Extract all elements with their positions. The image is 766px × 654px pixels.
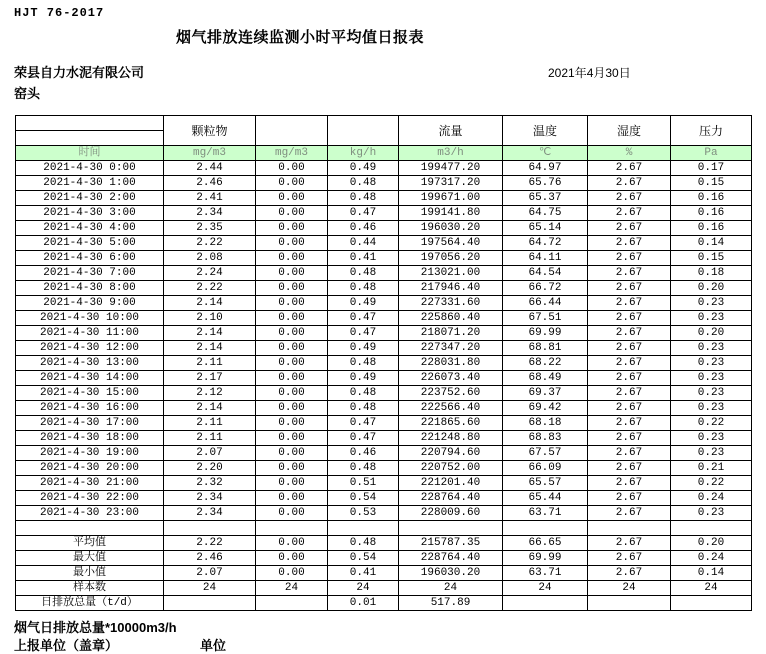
value-cell (503, 521, 588, 536)
table-row (16, 176, 752, 191)
value-cell: 66.65 (503, 536, 588, 551)
summary-row (16, 536, 752, 551)
value-cell: 64.54 (503, 266, 588, 281)
value-cell: 68.81 (503, 341, 588, 356)
value-cell: 0.00 (256, 476, 328, 491)
value-cell: 0.23 (671, 311, 752, 326)
summary-row (16, 551, 752, 566)
summary-row (16, 596, 752, 611)
table-row (16, 266, 752, 281)
value-cell: 0.16 (671, 221, 752, 236)
value-cell: 65.37 (503, 191, 588, 206)
value-cell: 0.48 (328, 281, 399, 296)
value-cell: 0.23 (671, 356, 752, 371)
table-row (16, 236, 752, 251)
time-cell: 2021-4-30 9:00 (16, 296, 164, 311)
time-cell: 2021-4-30 19:00 (16, 446, 164, 461)
value-cell (588, 596, 671, 611)
time-cell: 2021-4-30 20:00 (16, 461, 164, 476)
value-cell: 2.34 (164, 491, 256, 506)
table-row (16, 371, 752, 386)
value-cell: 0.41 (328, 251, 399, 266)
time-cell: 2021-4-30 1:00 (16, 176, 164, 191)
summary-label: 最大值 (16, 551, 164, 566)
value-cell: 64.97 (503, 161, 588, 176)
value-cell: 0.48 (328, 536, 399, 551)
value-cell (671, 521, 752, 536)
table-row (16, 296, 752, 311)
value-cell: 2.67 (588, 431, 671, 446)
value-cell: 197056.20 (399, 251, 503, 266)
unit-cell: Pa (671, 146, 752, 161)
value-cell: 67.51 (503, 311, 588, 326)
value-cell: 0.15 (671, 176, 752, 191)
value-cell: 0.24 (671, 551, 752, 566)
value-cell: 0.47 (328, 326, 399, 341)
table-row (16, 206, 752, 221)
value-cell: 0.47 (328, 311, 399, 326)
value-cell: 2.67 (588, 446, 671, 461)
value-cell: 0.00 (256, 281, 328, 296)
flow-total-note: 烟气日排放总量*10000m3/h (14, 620, 177, 635)
value-cell: 66.44 (503, 296, 588, 311)
value-cell: 0.22 (671, 476, 752, 491)
unit-cell: mg/m3 (164, 146, 256, 161)
value-cell: 221201.40 (399, 476, 503, 491)
value-cell: 0.51 (328, 476, 399, 491)
value-cell: 2.67 (588, 476, 671, 491)
corner-cell-bottom (16, 131, 164, 146)
time-cell: 2021-4-30 3:00 (16, 206, 164, 221)
value-cell: 2.67 (588, 206, 671, 221)
time-cell: 2021-4-30 12:00 (16, 341, 164, 356)
value-cell: 221865.60 (399, 416, 503, 431)
unit-cell: m3/h (399, 146, 503, 161)
value-cell: 0.00 (256, 311, 328, 326)
value-cell: 2.14 (164, 326, 256, 341)
value-cell: 24 (328, 581, 399, 596)
value-cell: 213021.00 (399, 266, 503, 281)
table-row (16, 251, 752, 266)
value-cell: 0.20 (671, 326, 752, 341)
value-cell: 2.07 (164, 566, 256, 581)
value-cell: 0.00 (256, 236, 328, 251)
value-cell (503, 596, 588, 611)
table-row (16, 161, 752, 176)
value-cell: 0.48 (328, 176, 399, 191)
value-cell: 0.23 (671, 431, 752, 446)
value-cell: 227347.20 (399, 341, 503, 356)
value-cell: 0.14 (671, 236, 752, 251)
value-cell: 2.08 (164, 251, 256, 266)
value-cell: 215787.35 (399, 536, 503, 551)
value-cell: 2.35 (164, 221, 256, 236)
table-row (16, 506, 752, 521)
table-row (16, 326, 752, 341)
value-cell: 0.00 (256, 356, 328, 371)
value-cell: 68.18 (503, 416, 588, 431)
value-cell: 199477.20 (399, 161, 503, 176)
header-col3 (256, 116, 328, 146)
value-cell: 2.67 (588, 461, 671, 476)
value-cell: 2.11 (164, 431, 256, 446)
value-cell: 0.23 (671, 386, 752, 401)
time-cell: 2021-4-30 7:00 (16, 266, 164, 281)
value-cell: 63.71 (503, 566, 588, 581)
value-cell: 0.23 (671, 446, 752, 461)
value-cell: 2.67 (588, 161, 671, 176)
value-cell: 218071.20 (399, 326, 503, 341)
value-cell: 228009.60 (399, 506, 503, 521)
table-row (16, 401, 752, 416)
time-cell: 2021-4-30 6:00 (16, 251, 164, 266)
value-cell: 24 (256, 581, 328, 596)
header-humidity: 湿度 (588, 116, 671, 146)
spacer-row (16, 521, 752, 536)
value-cell: 2.20 (164, 461, 256, 476)
value-cell: 225860.40 (399, 311, 503, 326)
value-cell (399, 521, 503, 536)
time-cell: 2021-4-30 0:00 (16, 161, 164, 176)
value-cell: 228764.40 (399, 551, 503, 566)
value-cell: 196030.20 (399, 221, 503, 236)
value-cell: 0.49 (328, 296, 399, 311)
value-cell: 226073.40 (399, 371, 503, 386)
page-title: 烟气排放连续监测小时平均值日报表 (176, 29, 425, 46)
value-cell: 2.67 (588, 491, 671, 506)
value-cell: 0.00 (256, 536, 328, 551)
value-cell: 2.67 (588, 506, 671, 521)
time-cell: 2021-4-30 21:00 (16, 476, 164, 491)
monitoring-point: 窑头 (14, 86, 41, 101)
value-cell (671, 596, 752, 611)
value-cell (164, 521, 256, 536)
time-cell: 2021-4-30 11:00 (16, 326, 164, 341)
value-cell: 0.48 (328, 266, 399, 281)
value-cell: 24 (671, 581, 752, 596)
value-cell: 69.99 (503, 551, 588, 566)
unit-header-row (16, 146, 752, 161)
value-cell: 0.00 (256, 431, 328, 446)
value-cell: 0.00 (256, 206, 328, 221)
value-cell: 2.22 (164, 236, 256, 251)
value-cell: 0.46 (328, 446, 399, 461)
table-row (16, 356, 752, 371)
company-name: 荣县自力水泥有限公司 (14, 65, 145, 80)
header-flow: 流量 (399, 116, 503, 146)
value-cell: 0.47 (328, 416, 399, 431)
value-cell: 68.22 (503, 356, 588, 371)
value-cell: 0.22 (671, 416, 752, 431)
value-cell: 220752.00 (399, 461, 503, 476)
value-cell: 66.09 (503, 461, 588, 476)
value-cell: 0.00 (256, 491, 328, 506)
time-cell: 2021-4-30 18:00 (16, 431, 164, 446)
header-col4 (328, 116, 399, 146)
value-cell: 2.24 (164, 266, 256, 281)
unit-cell: ℃ (503, 146, 588, 161)
value-cell: 217946.40 (399, 281, 503, 296)
value-cell: 65.57 (503, 476, 588, 491)
value-cell: 0.23 (671, 371, 752, 386)
time-cell: 2021-4-30 14:00 (16, 371, 164, 386)
table-row (16, 341, 752, 356)
value-cell: 228764.40 (399, 491, 503, 506)
value-cell: 199671.00 (399, 191, 503, 206)
value-cell: 0.21 (671, 461, 752, 476)
value-cell: 2.67 (588, 191, 671, 206)
value-cell: 68.49 (503, 371, 588, 386)
value-cell: 0.00 (256, 326, 328, 341)
value-cell: 2.14 (164, 401, 256, 416)
value-cell: 2.41 (164, 191, 256, 206)
value-cell: 68.83 (503, 431, 588, 446)
time-cell: 2021-4-30 13:00 (16, 356, 164, 371)
value-cell: 0.00 (256, 266, 328, 281)
value-cell: 0.16 (671, 206, 752, 221)
time-cell: 2021-4-30 10:00 (16, 311, 164, 326)
value-cell: 69.37 (503, 386, 588, 401)
value-cell: 0.01 (328, 596, 399, 611)
time-cell: 2021-4-30 8:00 (16, 281, 164, 296)
value-cell: 222566.40 (399, 401, 503, 416)
report-unit-label: 上报单位（盖章） (14, 638, 119, 653)
value-cell: 2.67 (588, 266, 671, 281)
value-cell: 0.41 (328, 566, 399, 581)
value-cell: 65.76 (503, 176, 588, 191)
time-cell: 2021-4-30 17:00 (16, 416, 164, 431)
table-row (16, 281, 752, 296)
table-row (16, 491, 752, 506)
header-particulate: 颗粒物 (164, 116, 256, 146)
value-cell: 0.49 (328, 161, 399, 176)
value-cell: 0.00 (256, 161, 328, 176)
value-cell: 2.32 (164, 476, 256, 491)
value-cell: 0.00 (256, 251, 328, 266)
value-cell: 0.00 (256, 371, 328, 386)
value-cell: 0.00 (256, 386, 328, 401)
group-header-row (16, 116, 752, 131)
summary-label: 最小值 (16, 566, 164, 581)
value-cell: 2.67 (588, 311, 671, 326)
value-cell: 0.20 (671, 536, 752, 551)
value-cell: 2.46 (164, 551, 256, 566)
value-cell: 0.23 (671, 506, 752, 521)
value-cell: 2.12 (164, 386, 256, 401)
value-cell: 223752.60 (399, 386, 503, 401)
value-cell: 0.48 (328, 191, 399, 206)
value-cell: 0.47 (328, 206, 399, 221)
summary-label: 样本数 (16, 581, 164, 596)
summary-label: 日排放总量（t/d） (16, 596, 164, 611)
table-row (16, 311, 752, 326)
value-cell: 2.67 (588, 566, 671, 581)
table-row (16, 221, 752, 236)
value-cell: 2.11 (164, 356, 256, 371)
value-cell: 0.18 (671, 266, 752, 281)
value-cell: 228031.80 (399, 356, 503, 371)
value-cell: 0.14 (671, 566, 752, 581)
value-cell: 0.00 (256, 296, 328, 311)
corner-cell-top (16, 116, 164, 131)
value-cell: 2.34 (164, 206, 256, 221)
value-cell: 199141.80 (399, 206, 503, 221)
value-cell: 0.48 (328, 356, 399, 371)
value-cell: 65.44 (503, 491, 588, 506)
value-cell: 221248.80 (399, 431, 503, 446)
report-table (15, 115, 752, 611)
value-cell (256, 596, 328, 611)
summary-row (16, 566, 752, 581)
value-cell (256, 521, 328, 536)
value-cell: 2.14 (164, 296, 256, 311)
value-cell: 0.47 (328, 431, 399, 446)
header-pressure: 压力 (671, 116, 752, 146)
value-cell: 2.44 (164, 161, 256, 176)
value-cell (164, 596, 256, 611)
value-cell: 63.71 (503, 506, 588, 521)
value-cell: 0.24 (671, 491, 752, 506)
value-cell: 69.99 (503, 326, 588, 341)
header-temperature: 温度 (503, 116, 588, 146)
value-cell: 2.34 (164, 506, 256, 521)
value-cell: 0.15 (671, 251, 752, 266)
time-cell: 2021-4-30 15:00 (16, 386, 164, 401)
table-row (16, 386, 752, 401)
value-cell: 0.48 (328, 386, 399, 401)
value-cell: 2.67 (588, 536, 671, 551)
value-cell: 0.17 (671, 161, 752, 176)
value-cell: 0.00 (256, 221, 328, 236)
value-cell: 0.48 (328, 401, 399, 416)
value-cell: 0.20 (671, 281, 752, 296)
value-cell: 2.67 (588, 236, 671, 251)
value-cell: 2.67 (588, 551, 671, 566)
value-cell (588, 521, 671, 536)
value-cell: 0.00 (256, 191, 328, 206)
value-cell: 0.48 (328, 461, 399, 476)
value-cell: 67.57 (503, 446, 588, 461)
summary-row (16, 581, 752, 596)
value-cell: 0.54 (328, 491, 399, 506)
value-cell: 227331.60 (399, 296, 503, 311)
value-cell: 2.11 (164, 416, 256, 431)
value-cell (328, 521, 399, 536)
value-cell: 24 (399, 581, 503, 596)
value-cell: 196030.20 (399, 566, 503, 581)
value-cell: 2.67 (588, 341, 671, 356)
time-cell: 2021-4-30 22:00 (16, 491, 164, 506)
table-body (16, 161, 752, 611)
value-cell: 0.53 (328, 506, 399, 521)
value-cell: 0.00 (256, 461, 328, 476)
value-cell: 0.44 (328, 236, 399, 251)
table-row (16, 416, 752, 431)
value-cell: 2.67 (588, 296, 671, 311)
value-cell: 0.23 (671, 296, 752, 311)
unit-cell: mg/m3 (256, 146, 328, 161)
value-cell: 2.67 (588, 221, 671, 236)
table-row (16, 191, 752, 206)
value-cell: 0.49 (328, 341, 399, 356)
value-cell: 0.00 (256, 401, 328, 416)
time-cell: 2021-4-30 2:00 (16, 191, 164, 206)
value-cell: 2.67 (588, 176, 671, 191)
value-cell: 2.67 (588, 251, 671, 266)
value-cell: 24 (164, 581, 256, 596)
value-cell: 0.00 (256, 341, 328, 356)
value-cell: 0.00 (256, 416, 328, 431)
time-cell: 2021-4-30 4:00 (16, 221, 164, 236)
value-cell: 0.46 (328, 221, 399, 236)
value-cell: 2.67 (588, 356, 671, 371)
doc-code: HJT 76-2017 (14, 6, 105, 20)
value-cell: 2.22 (164, 281, 256, 296)
value-cell: 64.75 (503, 206, 588, 221)
report-date: 2021年4月30日 (548, 66, 631, 80)
value-cell: 0.00 (256, 506, 328, 521)
value-cell: 2.46 (164, 176, 256, 191)
value-cell: 197317.20 (399, 176, 503, 191)
value-cell: 66.72 (503, 281, 588, 296)
value-cell: 2.67 (588, 326, 671, 341)
value-cell: 2.67 (588, 416, 671, 431)
value-cell: 2.67 (588, 401, 671, 416)
unit-label: 单位 (200, 638, 227, 653)
value-cell: 24 (588, 581, 671, 596)
time-cell: 2021-4-30 23:00 (16, 506, 164, 521)
table-row (16, 446, 752, 461)
value-cell: 0.00 (256, 551, 328, 566)
value-cell: 2.22 (164, 536, 256, 551)
value-cell: 0.00 (256, 446, 328, 461)
value-cell: 24 (503, 581, 588, 596)
value-cell: 0.23 (671, 341, 752, 356)
time-cell: 2021-4-30 5:00 (16, 236, 164, 251)
value-cell: 0.54 (328, 551, 399, 566)
value-cell: 2.10 (164, 311, 256, 326)
value-cell: 64.11 (503, 251, 588, 266)
summary-label: 平均值 (16, 536, 164, 551)
unit-cell: kg/h (328, 146, 399, 161)
time-header-cell: 时间 (16, 146, 164, 161)
value-cell: 2.67 (588, 281, 671, 296)
unit-cell: % (588, 146, 671, 161)
value-cell: 197564.40 (399, 236, 503, 251)
value-cell: 2.67 (588, 371, 671, 386)
spacer-cell (16, 521, 164, 536)
value-cell: 69.42 (503, 401, 588, 416)
value-cell: 2.07 (164, 446, 256, 461)
value-cell: 517.89 (399, 596, 503, 611)
value-cell: 2.14 (164, 341, 256, 356)
value-cell: 0.49 (328, 371, 399, 386)
value-cell: 65.14 (503, 221, 588, 236)
table-row (16, 461, 752, 476)
value-cell: 220794.60 (399, 446, 503, 461)
time-cell: 2021-4-30 16:00 (16, 401, 164, 416)
value-cell: 0.00 (256, 566, 328, 581)
value-cell: 0.00 (256, 176, 328, 191)
value-cell: 2.67 (588, 386, 671, 401)
table-row (16, 431, 752, 446)
value-cell: 0.23 (671, 401, 752, 416)
value-cell: 0.16 (671, 191, 752, 206)
value-cell: 2.17 (164, 371, 256, 386)
table-row (16, 476, 752, 491)
value-cell: 64.72 (503, 236, 588, 251)
